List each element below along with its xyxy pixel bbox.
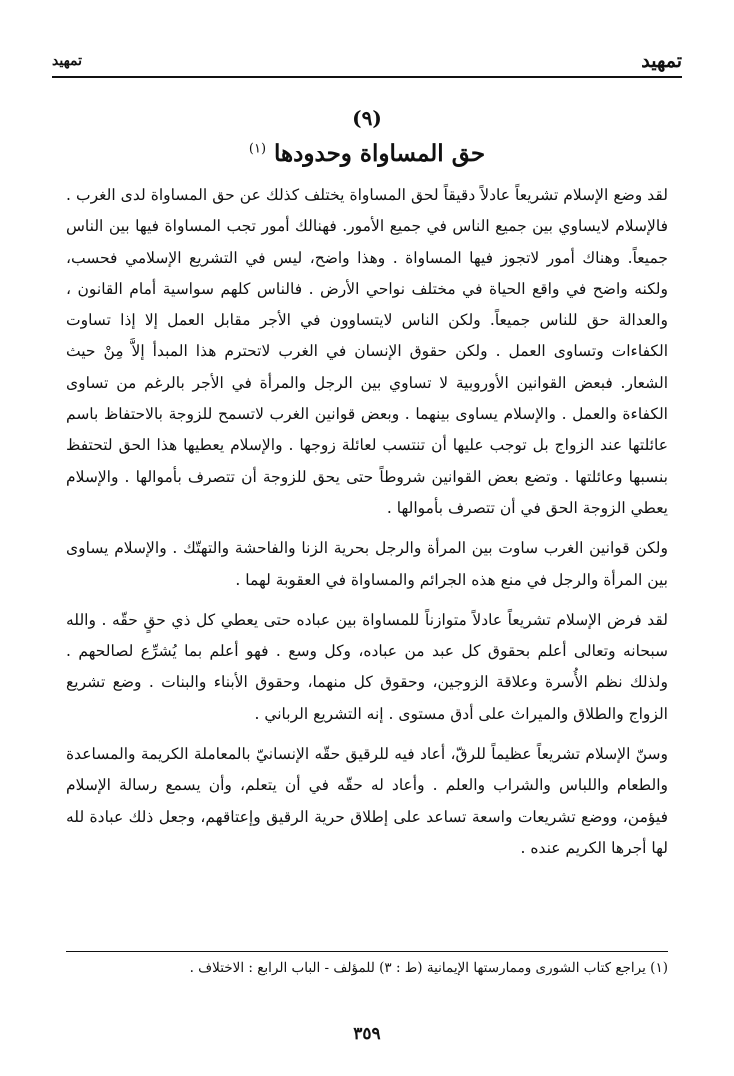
footnote: (١) يراجع كتاب الشورى وممارستها الإيمانية (ط : ٣) للمؤلف - الباب الرابع : الاختلاف . (189, 960, 668, 976)
paragraph-1: لقد وضع الإسلام تشريعاً عادلاً دقيقاً لحق المساواة يختلف كذلك عن حق المساواة لدى الغرب . فالإسلام لايساوي بين جميع الناس في جميع الأمور. فهنالك أمور تجب المساواة فيها بين الناس جميعاً. وهناك أمور لاتجوز فيها المساواة . وهذا واضح، ليس في التشريع الإسلامي فحسب، ولكنه واضح في واقع الحياة في مختلف نواحي الأرض . فالناس كلهم سواسية أمام القانون ، والعدالة حق للناس جميعاً. ولكن الناس لايتساوون في الأجر مقابل العمل إلا إذا تساوت الكفاءات وتساوى العمل . ولكن حقوق الإنسان في الغرب لاتحترم هذا المبدأ إلاَّ مِنْ حيث الشعار. فبعض القوانين الأوروبية لا تساوي بين الرجل والمرأة في الأجر بالرغم من تساوى الكفاءة والعمل . والإسلام يساوى بينهما . وبعض قوانين الغرب لاتسمح للزوجة بالاحتفاظ باسم عائلتها عند الزواج بل توجب عليها أن تنتسب لعائلة زوجها . والإسلام يعطيها هذا الحق لتحتفظ بنسبها وعائلتها . وتضع بعض القوانين شروطاً حتى يحق للزوجة أن تتصرف بأموالها . والإسلام يعطي الزوجة الحق في أن تتصرف بأموالها . (66, 186, 668, 517)
section-title (0, 140, 734, 167)
header-title-left: تمهيد (52, 53, 83, 69)
footnote-rule (66, 951, 668, 952)
section-title-text: حق المساواة وحدودها (274, 140, 486, 167)
section-number: (٩) (352, 106, 382, 130)
running-header (52, 50, 682, 72)
paragraph-2: ولكن قوانين الغرب ساوت بين المرأة والرجل بحرية الزنا والفاحشة والتهتّك . والإسلام يساوى بين المرأة والرجل في منع هذه الجرائم والمساواة في العقوبة لهما . (66, 539, 668, 589)
paragraph-3: لقد فرض الإسلام تشريعاً عادلاً متوازناً للمساواة بين عباده حتى يعطي كل ذي حقٍ حقّه . والله سبحانه وتعالى أعلم بحقوق كل عبد من عباده، وكل وسع . فهو أعلم بما يُشرِّع لصالحهم . ولذلك نظم الأُسرة وعلاقة الزوجين، وحقوق كل منهما، وحقوق الأبناء والبنات . وضع تشريع الزواج والطلاق والميراث على أدق مستوى . إنه التشريع الرباني . (66, 610, 668, 723)
header-rule (52, 76, 682, 78)
page-number: ٣٥٩ (353, 1024, 381, 1044)
body-text (66, 180, 668, 864)
header-title-right: تمهيد (641, 50, 682, 72)
footnote-marker: (١) (248, 141, 267, 157)
paragraph-4: وسنّ الإسلام تشريعاً عظيماً للرقّ، أعاد فيه للرقيق حقّه الإنسانيّ بالمعاملة الكريمة والمساعدة والطعام واللباس والشراب والعلم . وأعاد له حقّه في أن يتعلم، وأن يسمع رسالة الإسلام فيؤمن، ووضع تشريعات واسعة تساعد على إطلاق حرية الرقيق وإعتاقهم، وجعل ذلك عبادة لله لها أجرها الكريم عنده . (66, 745, 668, 857)
